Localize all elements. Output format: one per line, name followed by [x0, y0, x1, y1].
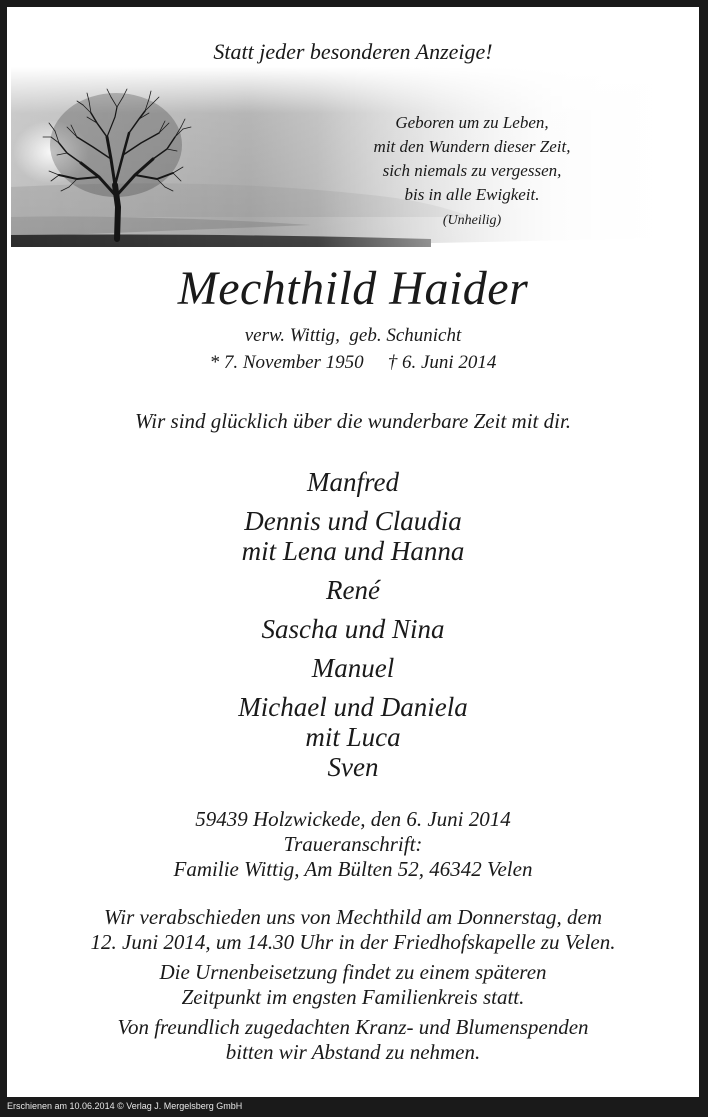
- deceased-names-line: verw. Wittig, geb. Schunicht: [244, 325, 462, 346]
- notice-line: Von freundlich zugedachten Kranz- und Blumenspenden: [117, 1015, 589, 1039]
- deceased-name: Mechthild Haider: [177, 262, 529, 315]
- family-group: [7, 506, 699, 566]
- place-date: 59439 Holzwickede, den 6. Juni 2014: [195, 807, 511, 831]
- notice-line: Zeitpunkt im engsten Familienkreis statt.: [181, 985, 525, 1009]
- family-member: René: [326, 575, 380, 605]
- motto: Wir sind glücklich über die wunderbare Zeit mit dir.: [134, 409, 572, 433]
- funeral-notice: [27, 905, 679, 1070]
- publication-footer: Erschienen am 10.06.2014 © Verlag J. Mergelsberg GmbH: [7, 1101, 243, 1111]
- family-member: mit Luca: [305, 722, 401, 752]
- poem-line: Geboren um zu Leben,: [395, 113, 549, 132]
- header-line: Statt jeder besonderen Anzeige!: [213, 39, 493, 64]
- family-member: Michael und Daniela: [238, 692, 468, 722]
- family-group: [7, 575, 699, 605]
- death-date: † 6. Juni 2014: [387, 352, 497, 373]
- poem-line: mit den Wundern dieser Zeit,: [373, 137, 571, 156]
- family-member: Manuel: [311, 653, 395, 683]
- poem-line: sich niemals zu vergessen,: [382, 161, 562, 180]
- family-member: Sven: [327, 752, 379, 782]
- family-list: [7, 467, 699, 791]
- obituary-notice: [7, 7, 699, 1097]
- poem-line: bis in alle Ewigkeit.: [404, 185, 540, 204]
- notice-paragraph: [27, 960, 679, 1010]
- address-block: [7, 807, 699, 882]
- life-dates: [7, 352, 699, 374]
- notice-line: Wir verabschieden uns von Mechthild am Donnerstag, dem: [103, 905, 603, 929]
- family-member: mit Lena und Hanna: [241, 536, 465, 566]
- family-group: [7, 467, 699, 497]
- notice-line: Die Urnenbeisetzung findet zu einem späteren: [159, 960, 547, 984]
- family-member: Dennis und Claudia: [244, 506, 462, 536]
- notice-paragraph: [27, 1015, 679, 1065]
- notice-line: 12. Juni 2014, um 14.30 Uhr in der Friedhofskapelle zu Velen.: [90, 930, 616, 954]
- family-group: [7, 692, 699, 782]
- family-group: [7, 614, 699, 644]
- mourning-address: Familie Wittig, Am Bülten 52, 46342 Velen: [173, 857, 533, 881]
- family-member: Sascha und Nina: [261, 614, 445, 644]
- family-member: Manfred: [307, 467, 399, 497]
- family-group: [7, 653, 699, 683]
- poem-author: (Unheilig): [442, 213, 502, 228]
- notice-paragraph: [27, 905, 679, 955]
- poem: [327, 111, 617, 233]
- address-heading: Traueranschrift:: [283, 832, 423, 856]
- birth-date: * 7. November 1950: [209, 352, 364, 373]
- notice-line: bitten wir Abstand zu nehmen.: [225, 1040, 481, 1064]
